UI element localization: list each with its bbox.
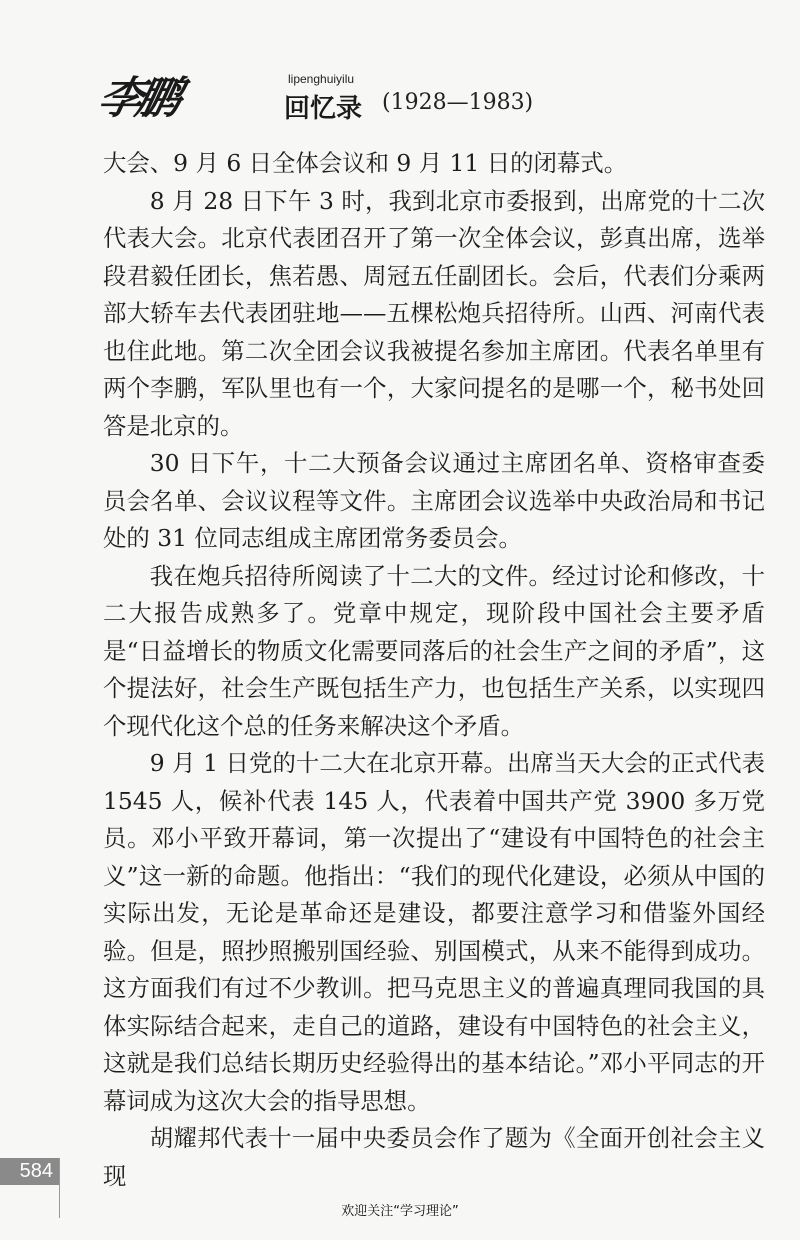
page-body [103, 145, 765, 1195]
header-title: 回忆录 [284, 94, 363, 124]
paragraph: 30 日下午，十二大预备会议通过主席团名单、资格审查委员会名单、会议议程等文件。主席团会议选举中央政治局和书记处的 31 位同志组成主席团常务委员会。 [103, 449, 765, 552]
paragraph: 大会、9 月 6 日全体会议和 9 月 11 日的闭幕式。 [103, 149, 628, 177]
header-years: (1928—1983) [382, 90, 534, 115]
author-signature-logo: 李鹏 [93, 73, 181, 124]
header-pinyin: lipenghuiyilu [288, 72, 355, 86]
book-header [93, 62, 700, 124]
paragraph: 9 月 1 日党的十二大在北京开幕。出席当天大会的正式代表 1545 人，候补代表 145 人，代表着中国共产党 3900 多万党员。邓小平致开幕词，第一次提出了“建设有中国特色的社会主义”这一新的命题。他指出：“我们的现代化建设，必须从中国的实际出发，无论是革命还是建设，都要注意学习和借鉴外国经验。但是，照抄照搬别国经验、别国模式，从来不能得到成功。这方面我们有过不少教训。把马克思主义的普遍真理同我国的具体实际结合起来，走自己的道路，建设有中国特色的社会主义，这就是我们总结长期历史经验得出的基本结论。”邓小平同志的开幕词成为这次大会的指导思想。 [103, 749, 765, 1115]
paragraph: 我在炮兵招待所阅读了十二大的文件。经过讨论和修改，十二大报告成熟多了。党章中规定，现阶段中国社会主要矛盾是“日益增长的物质文化需要同落后的社会生产之间的矛盾”，这个提法好，社会生产既包括生产力，也包括生产关系，以实现四个现代化这个总的任务来解决这个矛盾。 [103, 561, 765, 740]
paragraph: 胡耀邦代表十一届中央委员会作了题为《全面开创社会主义现 [103, 1124, 765, 1190]
page-number: 584 [0, 1158, 59, 1185]
footer-note: 欢迎关注“学习理论” [341, 1204, 459, 1219]
paragraph: 8 月 28 日下午 3 时，我到北京市委报到，出席党的十二次代表大会。北京代表团召开了第一次全体会议，彭真出席，选举段君毅任团长，焦若愚、周冠五任副团长。会后，代表们分乘两部大轿车去代表团驻地——五棵松炮兵招待所。山西、河南代表也住此地。第二次全团会议我被提名参加主席团。代表名单里有两个李鹏，军队里也有一个，大家问提名的是哪一个，秘书处回答是北京的。 [103, 186, 765, 440]
